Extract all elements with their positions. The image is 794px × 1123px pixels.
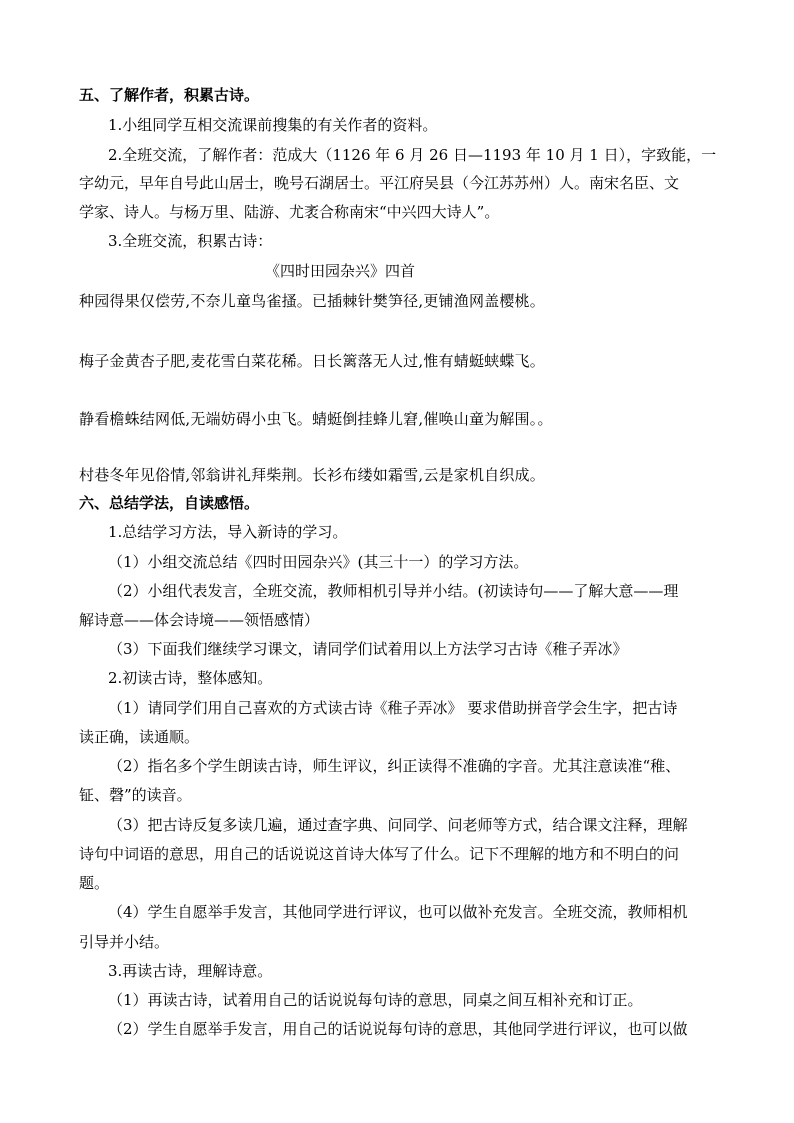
section-6-line: （1）小组交流总结《四时田园杂兴》(其三十一）的学习方法。 (108, 553, 529, 571)
section-6-line: 1.总结学习方法，导入新诗的学习。 (108, 523, 348, 541)
section-6-line: （3）下面我们继续学习课文，请同学们试着用以上方法学习古诗《稚子弄冰》 (108, 640, 628, 658)
poem-line-1: 种园得果仅偿劳,不奈儿童鸟雀搔。已插棘针樊笋径,更铺渔网盖樱桃。 (79, 292, 545, 310)
section-5-item-3: 3.全班交流，积累古诗： (108, 232, 273, 250)
section-5-item-1: 1.小组同学互相交流课前搜集的有关作者的资料。 (108, 116, 438, 134)
section-6-line: （2）指名多个学生朗读古诗，师生评议，纠正读得不准确的字音。尤其注意读准“稚、 (108, 757, 681, 775)
section-5-item-2-line-1: 2.全班交流，了解作者：范成大（1126 年 6 月 26 日—1193 年 10 月 1 日），字致能，一 (108, 146, 717, 164)
poem-line-3: 静看檐蛛结网低,无端妨碍小虫飞。蜻蜓倒挂蜂儿窘,催唤山童为解围。。 (79, 410, 553, 428)
section-5-heading: 五、了解作者，积累古诗。 (79, 86, 260, 104)
section-6-line: （4）学生自愿举手发言，其他同学进行评议，也可以做补充发言。全班交流，教师相机 (108, 903, 688, 921)
section-6-line: （2）学生自愿举手发言，用自己的话说说每句诗的意思，其他同学进行评议，也可以做 (108, 1020, 688, 1038)
section-6-heading: 六、总结学法，自读感悟。 (79, 494, 260, 512)
section-6-line: 2.初读古诗，整体感知。 (108, 669, 273, 687)
section-6-line: （1）再读古诗，试着用自己的话说说每句诗的意思，同桌之间互相补充和订正。 (108, 991, 643, 1009)
poem-title: 《四时田园杂兴》四首 (265, 262, 416, 280)
section-6-line: 3.再读古诗，理解诗意。 (108, 962, 273, 980)
section-6-line: 诗句中词语的意思，用自己的话说说这首诗大体写了什么。记下不理解的地方和不明白的问 (79, 845, 680, 863)
section-5-item-2-line-2: 字幼元，早年自号此山居士，晚号石湖居士。平江府吴县（今江苏苏州）人。南宋名臣、文 (79, 174, 680, 192)
section-6-line: （3）把古诗反复多读几遍，通过查字典、问同学、问老师等方式，结合课文注释，理解 (108, 816, 688, 834)
section-6-line: 读正确，读通顺。 (79, 728, 200, 746)
section-5-item-2-line-3: 学家、诗人。与杨万里、陆游、尤袤合称南宋“中兴四大诗人”。 (79, 203, 500, 221)
section-6-line: （2）小组代表发言，全班交流，教师相机引导并小结。(初读诗句——了解大意——理 (108, 582, 679, 600)
section-6-line: 钲、磬”的读音。 (79, 786, 192, 804)
section-6-line: 引导并小结。 (79, 933, 170, 951)
poem-line-2: 梅子金黄杏子肥,麦花雪白菜花稀。日长篱落无人过,惟有蜻蜓蛱蝶飞。 (79, 352, 545, 370)
poem-line-4: 村巷冬年见俗情,邻翁讲礼拜柴荆。长衫布缕如霜雪,云是家机自织成。 (79, 466, 545, 484)
section-6-line: 解诗意——体会诗境——领悟感情） (79, 611, 320, 629)
section-6-line: 题。 (79, 874, 110, 892)
section-6-line: （1）请同学们用自己喜欢的方式读古诗《稚子弄冰》 要求借助拼音学会生字，把古诗 (108, 699, 678, 717)
